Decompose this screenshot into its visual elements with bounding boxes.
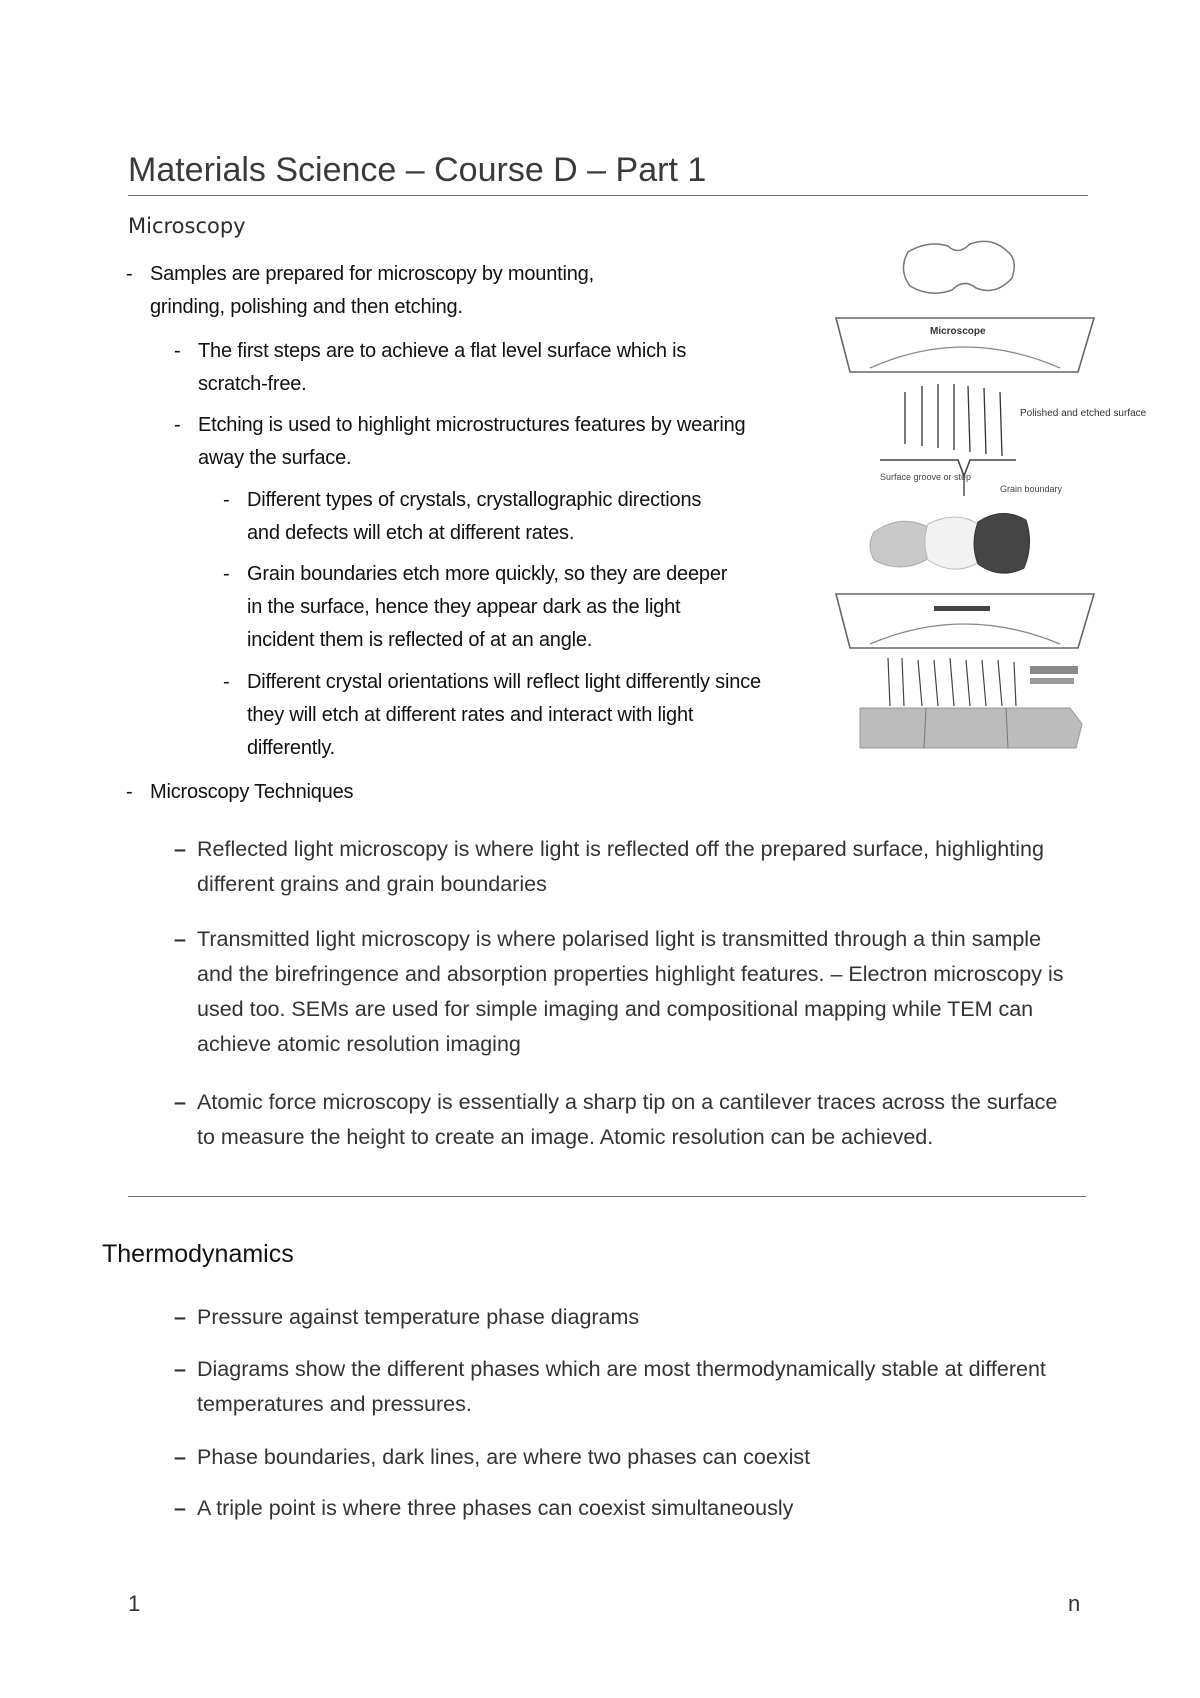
bullet-dash: - <box>223 563 230 585</box>
list-item <box>126 258 670 324</box>
footer-mark: n <box>1068 1591 1081 1616</box>
bullet-dash: – <box>174 1496 186 1520</box>
list-item <box>174 832 1077 902</box>
list-item <box>174 1491 1077 1526</box>
bullet-dash: – <box>174 927 186 951</box>
bullet-dash: – <box>174 1357 186 1381</box>
list-item <box>174 922 1077 1062</box>
list-item <box>174 1352 1077 1422</box>
list-item <box>174 335 750 401</box>
bullet-dash: – <box>174 1090 186 1114</box>
bullet-text: Diagrams show the different phases which are most thermodynamically stable at different temperatures and pressures. <box>197 1357 1046 1416</box>
microscope-label: Microscope <box>930 326 986 337</box>
bullet-dash: - <box>223 671 230 693</box>
surface-groove-label: Surface groove or step <box>880 472 972 482</box>
list-item <box>174 1440 1077 1475</box>
section-heading-thermodynamics: Thermodynamics <box>102 1240 294 1268</box>
grain-light <box>870 521 930 567</box>
bullet-dash: – <box>174 1445 186 1469</box>
etched-surface <box>860 708 1082 748</box>
list-item <box>126 776 650 809</box>
bullet-text: Etching is used to highlight microstructures features by wearing away the surface. <box>198 414 746 469</box>
section-divider <box>128 1196 1086 1197</box>
list-item <box>223 666 767 765</box>
bullet-dash: - <box>126 781 133 803</box>
list-item <box>174 409 750 475</box>
polished-label: Polished and etched surface <box>1020 408 1147 419</box>
microscope-label-bar <box>934 606 990 611</box>
grain-boundary-label: Grain boundary <box>1000 484 1063 494</box>
list-item <box>174 1300 1077 1335</box>
bullet-text: Grain boundaries etch more quickly, so they are deeper in the surface, hence they appear dark as the light incident them is reflected of at an angle. <box>247 563 728 651</box>
bullet-dash: - <box>126 263 133 285</box>
list-item <box>223 558 747 657</box>
bullet-text: Phase boundaries, dark lines, are where two phases can coexist <box>197 1445 811 1469</box>
microscope-body-2 <box>836 594 1094 648</box>
bullet-text: A triple point is where three phases can coexist simultaneously <box>197 1496 794 1520</box>
grain-dark <box>974 513 1030 573</box>
microscopy-illustration <box>830 234 1147 766</box>
light-rays-2 <box>888 658 1016 706</box>
bullet-text: Reflected light microscopy is where light is reflected off the prepared surface, highlighting different grains and grain boundaries <box>197 837 1044 896</box>
grain-outline <box>903 241 1014 293</box>
grain-mid <box>925 517 981 569</box>
bullet-text: Different crystal orientations will reflect light differently since they will etch at different rates and interact with light differently. <box>247 671 761 759</box>
bullet-text: Samples are prepared for microscopy by mounting, grinding, polishing and then etching. <box>150 263 594 318</box>
label-bar <box>1030 666 1078 674</box>
page-number: 1 <box>128 1591 141 1616</box>
label-bar <box>1030 678 1074 684</box>
section-heading-microscopy: Microscopy <box>128 214 246 238</box>
bullet-dash: – <box>174 1305 186 1329</box>
bullet-text: Pressure against temperature phase diagrams <box>197 1305 640 1329</box>
bullet-dash: – <box>174 837 186 861</box>
page-title: Materials Science – Course D – Part 1 <box>128 150 1088 196</box>
bullet-text: The first steps are to achieve a flat level surface which is scratch-free. <box>198 340 687 395</box>
bullet-text: Atomic force microscopy is essentially a sharp tip on a cantilever traces across the surface to measure the height to create an image. Atomic resolution can be achieved. <box>197 1090 1058 1149</box>
bullet-dash: - <box>174 414 181 436</box>
list-item <box>174 1085 1077 1155</box>
bullet-text: Different types of crystals, crystallographic directions and defects will etch at different rates. <box>247 489 702 544</box>
bullet-dash: - <box>223 489 230 511</box>
bullet-dash: - <box>174 340 181 362</box>
bullet-text: Transmitted light microscopy is where polarised light is transmitted through a thin sample and the birefringence and absorption properties highlight features. – Electron microscopy is used too. SEMs are used for simple imaging and compositional mapping while TEM can achieve atomic resolution imaging <box>197 927 1064 1056</box>
list-item <box>223 484 737 550</box>
light-rays <box>905 384 1002 456</box>
bullet-text: Microscopy Techniques <box>150 781 354 803</box>
